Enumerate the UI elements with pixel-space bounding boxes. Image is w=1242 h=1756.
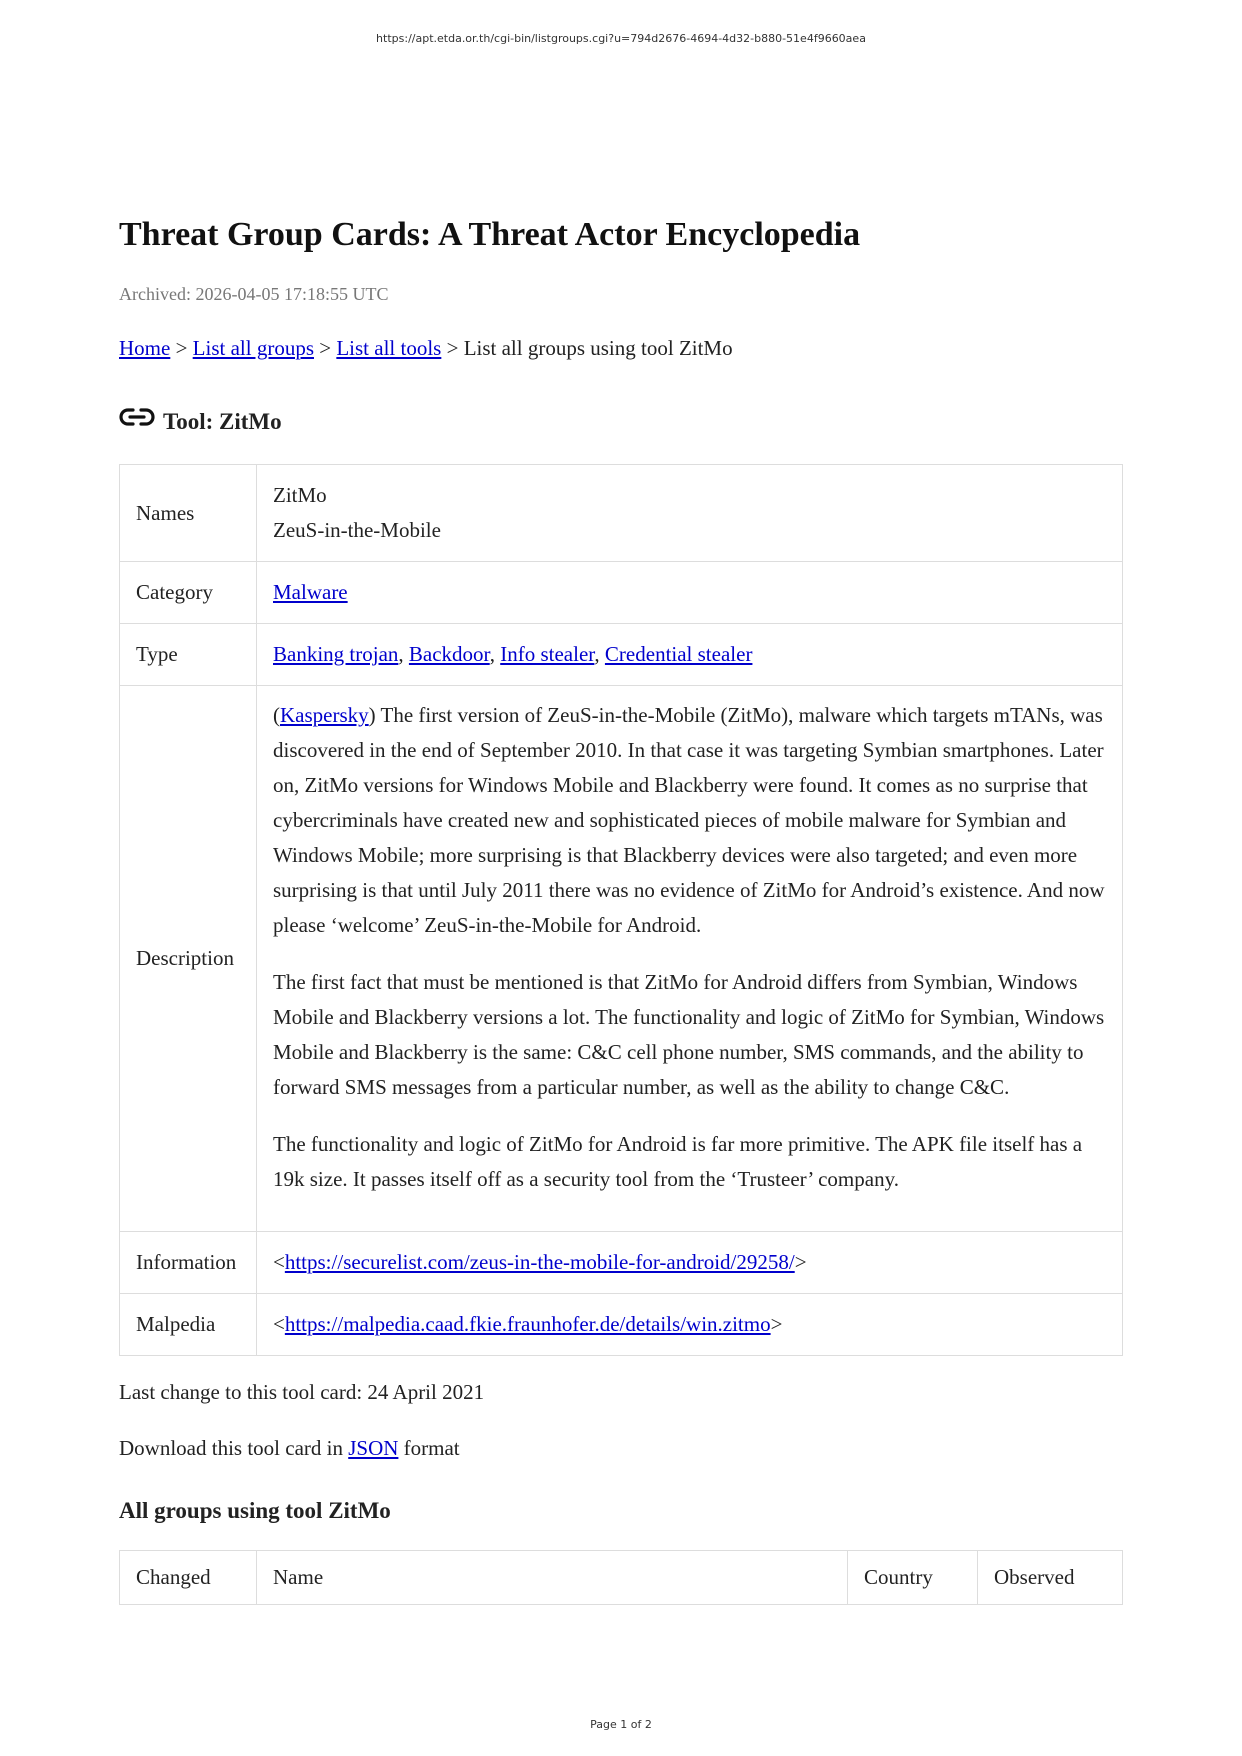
securelist-link[interactable]: https://securelist.com/zeus-in-the-mobile-for-android/29258/ [284, 1250, 795, 1274]
information-label: Information [120, 1232, 257, 1294]
json-download-link[interactable]: JSON [348, 1436, 399, 1460]
type-value [257, 624, 1123, 686]
angle-open: < [273, 1250, 285, 1274]
table-row [120, 1294, 1123, 1356]
column-header-changed[interactable]: Changed [120, 1551, 257, 1605]
page-url-header: https://apt.etda.or.th/cgi-bin/listgroups.cgi?u=794d2676-4694-4d32-b880-51e4f9660aea [376, 32, 866, 45]
tool-info-table [119, 464, 1123, 1356]
tool-heading-text: Tool: ZitMo [163, 409, 282, 434]
angle-open: < [273, 1312, 285, 1336]
column-header-observed[interactable]: Observed [978, 1551, 1123, 1605]
paren-open: ( [273, 703, 280, 727]
breadcrumb-separator: > [441, 336, 464, 360]
table-header-row [120, 1551, 1123, 1605]
malpedia-value [257, 1294, 1123, 1356]
description-p1-text: ) The first version of ZeuS-in-the-Mobile (ZitMo), malware which targets mTANs, was discovered in the end of September 2010. In that case it was targeting Symbian smartphones. Later on, ZitMo versions for Windows Mobile and Blackberry were found. It comes as no surprise that cybercriminals have created new and sophisticated pieces of mobile malware for Symbian and Windows Mobile; more surprising is that Blackberry devices were also targeted; and even more surprising is that until July 2011 there was no evidence of ZitMo for Android’s existence. And now please ‘welcome’ ZeuS-in-the-Mobile for Android. [273, 703, 1105, 937]
malpedia-label: Malpedia [120, 1294, 257, 1356]
description-paragraph: The first fact that must be mentioned is that ZitMo for Android differs from Symbian, Windows Mobile and Blackberry versions a lot. The functionality and logic of ZitMo for Symbian, Windows Mobile and Blackberry is the same: C&C cell phone number, SMS commands, and the ability to forward SMS messages from a particular number, as well as the ability to change C&C. [273, 970, 1105, 1099]
type-separator: , [398, 642, 409, 666]
category-value [257, 562, 1123, 624]
category-label: Category [120, 562, 257, 624]
type-backdoor-link[interactable]: Backdoor [408, 642, 490, 666]
malpedia-link[interactable]: https://malpedia.caad.fkie.fraunhofer.de/details/win.zitmo [284, 1312, 771, 1336]
download-prefix: Download this tool card in [119, 1436, 349, 1460]
type-label: Type [120, 624, 257, 686]
archived-timestamp: Archived: 2026-04-05 17:18:55 UTC [119, 284, 389, 304]
table-row [120, 686, 1123, 1232]
column-header-name[interactable]: Name [257, 1551, 848, 1605]
page-footer: Page 1 of 2 [590, 1718, 652, 1731]
description-paragraph: The functionality and logic of ZitMo for Android is far more primitive. The APK file itself has a 19k size. It passes itself off as a security tool from the ‘Trusteer’ company. [273, 1132, 1083, 1191]
last-change-text: Last change to this tool card: 24 April 2021 [119, 1380, 485, 1404]
category-malware-link[interactable]: Malware [273, 580, 348, 604]
breadcrumb-groups-link[interactable]: List all groups [192, 336, 314, 360]
download-suffix: format [398, 1436, 460, 1460]
breadcrumb-home-link[interactable]: Home [119, 336, 171, 360]
names-label: Names [120, 465, 257, 562]
breadcrumb-current: List all groups using tool ZitMo [463, 336, 733, 360]
description-value [257, 686, 1123, 1232]
description-label: Description [120, 686, 257, 1232]
type-info-stealer-link[interactable]: Info stealer [500, 642, 595, 666]
download-line [119, 1434, 1123, 1462]
type-separator: , [489, 642, 501, 666]
page-title: Threat Group Cards: A Threat Actor Encyclopedia [119, 216, 861, 253]
breadcrumb-separator: > [314, 336, 337, 360]
type-credential-stealer-link[interactable]: Credential stealer [604, 642, 753, 666]
tool-heading [119, 408, 1123, 436]
breadcrumb-separator: > [170, 336, 193, 360]
kaspersky-source-link[interactable]: Kaspersky [280, 703, 369, 727]
table-row [120, 1232, 1123, 1294]
groups-heading: All groups using tool ZitMo [119, 1498, 391, 1523]
description-paragraph [273, 698, 1106, 943]
link-icon[interactable] [119, 404, 155, 430]
breadcrumb [119, 334, 1123, 362]
angle-close: > [770, 1312, 783, 1336]
groups-table [119, 1550, 1123, 1605]
name-alias: ZeuS-in-the-Mobile [273, 518, 441, 542]
breadcrumb-tools-link[interactable]: List all tools [336, 336, 442, 360]
column-header-country[interactable]: Country [848, 1551, 978, 1605]
table-row [120, 465, 1123, 562]
name-primary: ZitMo [273, 483, 327, 507]
type-separator: , [594, 642, 605, 666]
table-row [120, 624, 1123, 686]
type-banking-trojan-link[interactable]: Banking trojan [273, 642, 399, 666]
table-row [120, 562, 1123, 624]
angle-close: > [794, 1250, 807, 1274]
names-value [257, 465, 1123, 562]
information-value [257, 1232, 1123, 1294]
main-content [119, 214, 1123, 1605]
